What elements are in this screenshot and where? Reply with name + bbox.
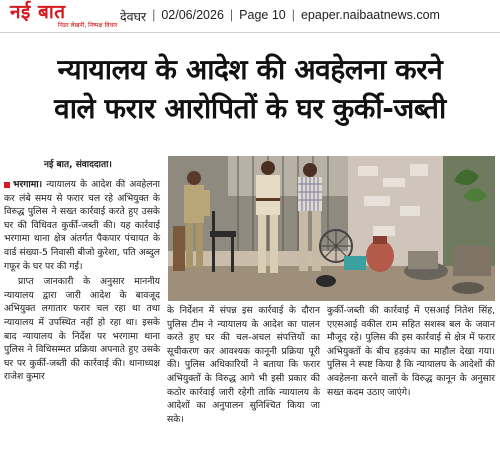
bullet-icon bbox=[4, 182, 10, 188]
lead-location: भरगामा। bbox=[13, 179, 43, 190]
separator: | bbox=[229, 7, 234, 22]
article-headline bbox=[6, 50, 494, 128]
page-number: Page 10 bbox=[239, 7, 286, 22]
photo-illustration bbox=[168, 156, 495, 301]
paragraph-1-text: न्यायालय के आदेश की अवहेलना कर लंबे समय से फरार चल रहे अभियुक्त के विरुद्ध पुलिस ने सख्त कार्रवाई करते हुए उसके घर की विधिवत कुर्की-जब्ती की। यह कार्रवाई भरगामा थाना क्षेत्र अंतर्गत पैकपार पंचायत के वार्ड संख्या-5 निवासी बीजो कुरेशा, पति अब्दुल गफूर के घर पर की गई। bbox=[4, 179, 160, 272]
logo-text: नई बात bbox=[10, 1, 66, 23]
edition-date: 02/06/2026 bbox=[161, 7, 224, 22]
website-link[interactable]: epaper.naibaatnews.com bbox=[300, 7, 440, 22]
paragraph-1 bbox=[4, 178, 160, 273]
headline-line-1: न्यायालय के आदेश की अवहेलना करने bbox=[57, 53, 443, 86]
edition-city: देवघर bbox=[120, 9, 147, 24]
masthead bbox=[0, 0, 500, 33]
logo-tagline: निडर लेखनी, निष्पक्ष विचार bbox=[58, 22, 118, 29]
separator: | bbox=[291, 7, 295, 22]
article-column-2: के निर्देशन में संपन्न इस कार्रवाई के दौरान पुलिस टीम ने न्यायालय के आदेश का पालन करते हुए घर की चल-अचल संपत्तियों का सूचीकरण कर आवश्यक कानूनी प्रक्रिया पूरी की। पुलिस अधिकारियों ने बताया कि फरार अभियुक्तों के विरुद्ध आगे भी इसी प्रकार की कठोर कार्रवाई जारी रहेगी ताकि न्यायालय के आदेशों का अनुपालन सुनिश्चित किया जा सके। bbox=[167, 305, 320, 425]
article-column-3: कुर्की-जब्ती की कार्रवाई में एसआई नितेश सिंह, एएसआई वकील राम सहित सशस्त्र बल के जवान मौजूद रहे। पुलिस की इस कार्रवाई से क्षेत्र में फरार अभियुक्तों के बीच हड़कंप का माहौल देखा गया। पुलिस ने स्पष्ट किया है कि न्यायालय के आदेशों की अवहेलना करने वालों के विरुद्ध कानून के अनुसार सख्त कदम उठाए जाएंगे। bbox=[327, 305, 495, 398]
paragraph-2: प्राप्त जानकारी के अनुसार माननीय न्यायालय द्वारा जारी आदेश के बावजूद अभियुक्त लगातार फरार चल रहा था तथा न्यायालय में उपस्थित नहीं हो रहा था। इसके बाद न्यायालय के निर्देश पर भरगामा थाना पुलिस ने विधिसम्मत प्रक्रिया अपनाते हुए उसके घर पर कुर्की-जब्ती की कार्रवाई की। थानाध्यक्ष राजेश कुमार bbox=[4, 276, 160, 383]
dateline: नई बात, संवाददाता। bbox=[44, 160, 112, 170]
news-photo bbox=[168, 156, 495, 301]
newspaper-logo[interactable] bbox=[0, 0, 120, 32]
separator: | bbox=[152, 7, 156, 22]
headline-line-2: वाले फरार आरोपितों के घर कुर्की-जब्ती bbox=[54, 92, 446, 125]
edition-meta bbox=[120, 8, 440, 25]
article-column-1 bbox=[4, 178, 160, 384]
